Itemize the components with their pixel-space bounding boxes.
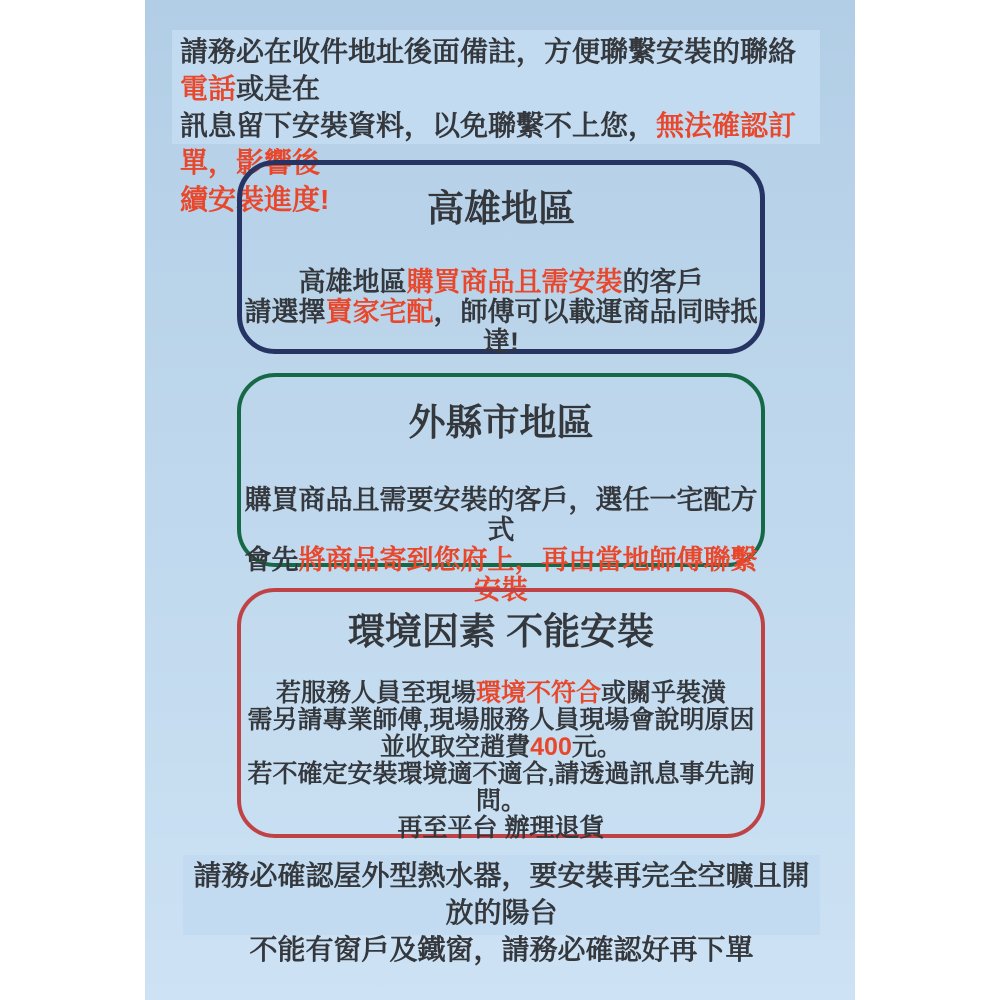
outer-city-area-box [237, 373, 765, 605]
text-segment: 電話 [180, 73, 237, 104]
text-segment: ，師傅可以載運商品同時抵達! [433, 297, 758, 357]
text-segment: 並收取空趙費 [380, 733, 531, 761]
box-body-line [241, 680, 761, 707]
text-segment: 將商品寄到您府上，再由當地師傅聯繫安裝 [298, 545, 758, 605]
text-segment: 購買商品且需要安裝的客戶，選任一宅配方式 [244, 485, 758, 545]
text-segment: 無法確認訂單，影響後 [180, 110, 797, 178]
environment-restriction-body [241, 680, 761, 842]
bottom-notice-block [183, 855, 820, 965]
text-segment: 請務必確認屋外型熱水器，要安裝再完全空曠且開放的陽台 [193, 860, 810, 928]
text-segment: 若不確定安裝環境適不適合,請透過訊息事先詢問。 [247, 760, 755, 815]
text-segment: 或是在 [236, 73, 321, 104]
text-segment: 若服務人員至現場 [275, 679, 476, 707]
text-segment: 400 [530, 733, 572, 761]
text-segment: 環境不符合 [475, 679, 601, 707]
text-segment: 或關乎裝潢 [601, 679, 727, 707]
box-body-line [241, 734, 761, 761]
text-segment: 購買商品且需安裝 [406, 267, 623, 297]
text-segment: 再至平台 辦理退貨 [397, 814, 605, 842]
box-body-line [241, 815, 761, 842]
outer-city-area-body [241, 485, 761, 605]
text-segment: 高雄地區 [298, 267, 407, 297]
notice-line [180, 33, 814, 107]
notice-line [183, 931, 820, 968]
box-body-line [241, 485, 761, 545]
text-segment: 會先 [244, 545, 299, 575]
content-column [145, 0, 855, 1000]
text-segment: 需另請專業師傅,現場服務人員現場會說明原因 [247, 706, 755, 734]
text-segment: 訊息留下安裝資料，以免聯繫不上您， [180, 110, 657, 141]
text-segment: 續安裝進度! [180, 184, 330, 215]
environment-restriction-title: 環境因素 不能安裝 [347, 611, 655, 652]
box-body-line [242, 267, 760, 297]
box-body-line [241, 761, 761, 815]
box-body-line [242, 297, 760, 357]
box-body-line [241, 707, 761, 734]
text-segment: 的客戶 [622, 267, 704, 297]
kaohsiung-area-body [242, 267, 760, 357]
text-segment: 請務必在收件地址後面備註，方便聯繫安裝的聯絡 [180, 36, 797, 67]
kaohsiung-area-title: 高雄地區 [427, 188, 575, 229]
kaohsiung-area-box [237, 160, 765, 357]
text-segment: 賣家宅配 [325, 297, 434, 327]
text-segment: 請選擇 [244, 297, 326, 327]
text-segment: 不能有窗戶及鐵窗，請務必確認好再下單 [249, 934, 754, 965]
notice-line [183, 857, 820, 931]
environment-restriction-box [237, 588, 765, 842]
outer-city-area-title: 外縣市地區 [408, 402, 594, 443]
text-segment: 元。 [571, 733, 622, 761]
